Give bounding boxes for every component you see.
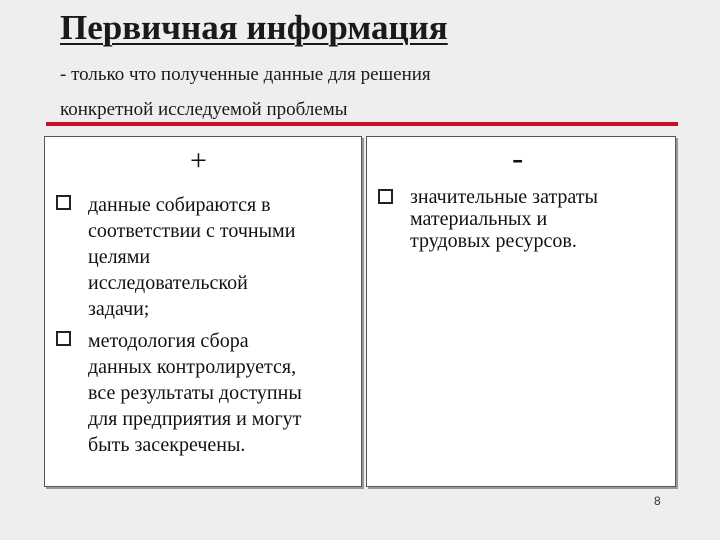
advantage-item-2-line: для предприятия и могут (88, 408, 302, 430)
minus-heading: - (512, 140, 524, 177)
advantage-item-2-line: данных контролируется, (88, 356, 297, 378)
accent-divider (46, 122, 678, 126)
advantage-item-2-line: все результаты доступны (88, 382, 302, 404)
advantage-item-2-line: быть засекречены. (88, 434, 246, 456)
disadvantage-item-1-line: материальных и (410, 208, 548, 230)
advantage-item-2 (88, 328, 302, 458)
advantage-item-1-line: данные собираются в (88, 194, 271, 216)
subtitle-line-1: - только что полученные данные для решения (60, 64, 431, 85)
disadvantage-item-1-line: значительные затраты (410, 186, 598, 208)
slide-title: Первичная информация (60, 8, 448, 47)
square-bullet-icon (378, 189, 393, 204)
advantage-item-2-line: методология сбора (88, 330, 249, 352)
square-bullet-icon (56, 331, 71, 346)
advantage-item-1-line: исследовательской (88, 272, 248, 294)
disadvantage-item-1 (410, 186, 598, 252)
plus-heading: + (190, 144, 207, 177)
advantage-item-1-line: целями (88, 246, 151, 268)
page-number: 8 (654, 494, 661, 508)
disadvantage-item-1-line: трудовых ресурсов. (410, 230, 577, 252)
square-bullet-icon (56, 195, 71, 210)
advantage-item-1 (88, 192, 295, 322)
subtitle-line-2: конкретной исследуемой проблемы (60, 99, 348, 120)
advantage-item-1-line: соответствии с точными (88, 220, 296, 242)
advantage-item-1-line: задачи; (88, 298, 150, 320)
